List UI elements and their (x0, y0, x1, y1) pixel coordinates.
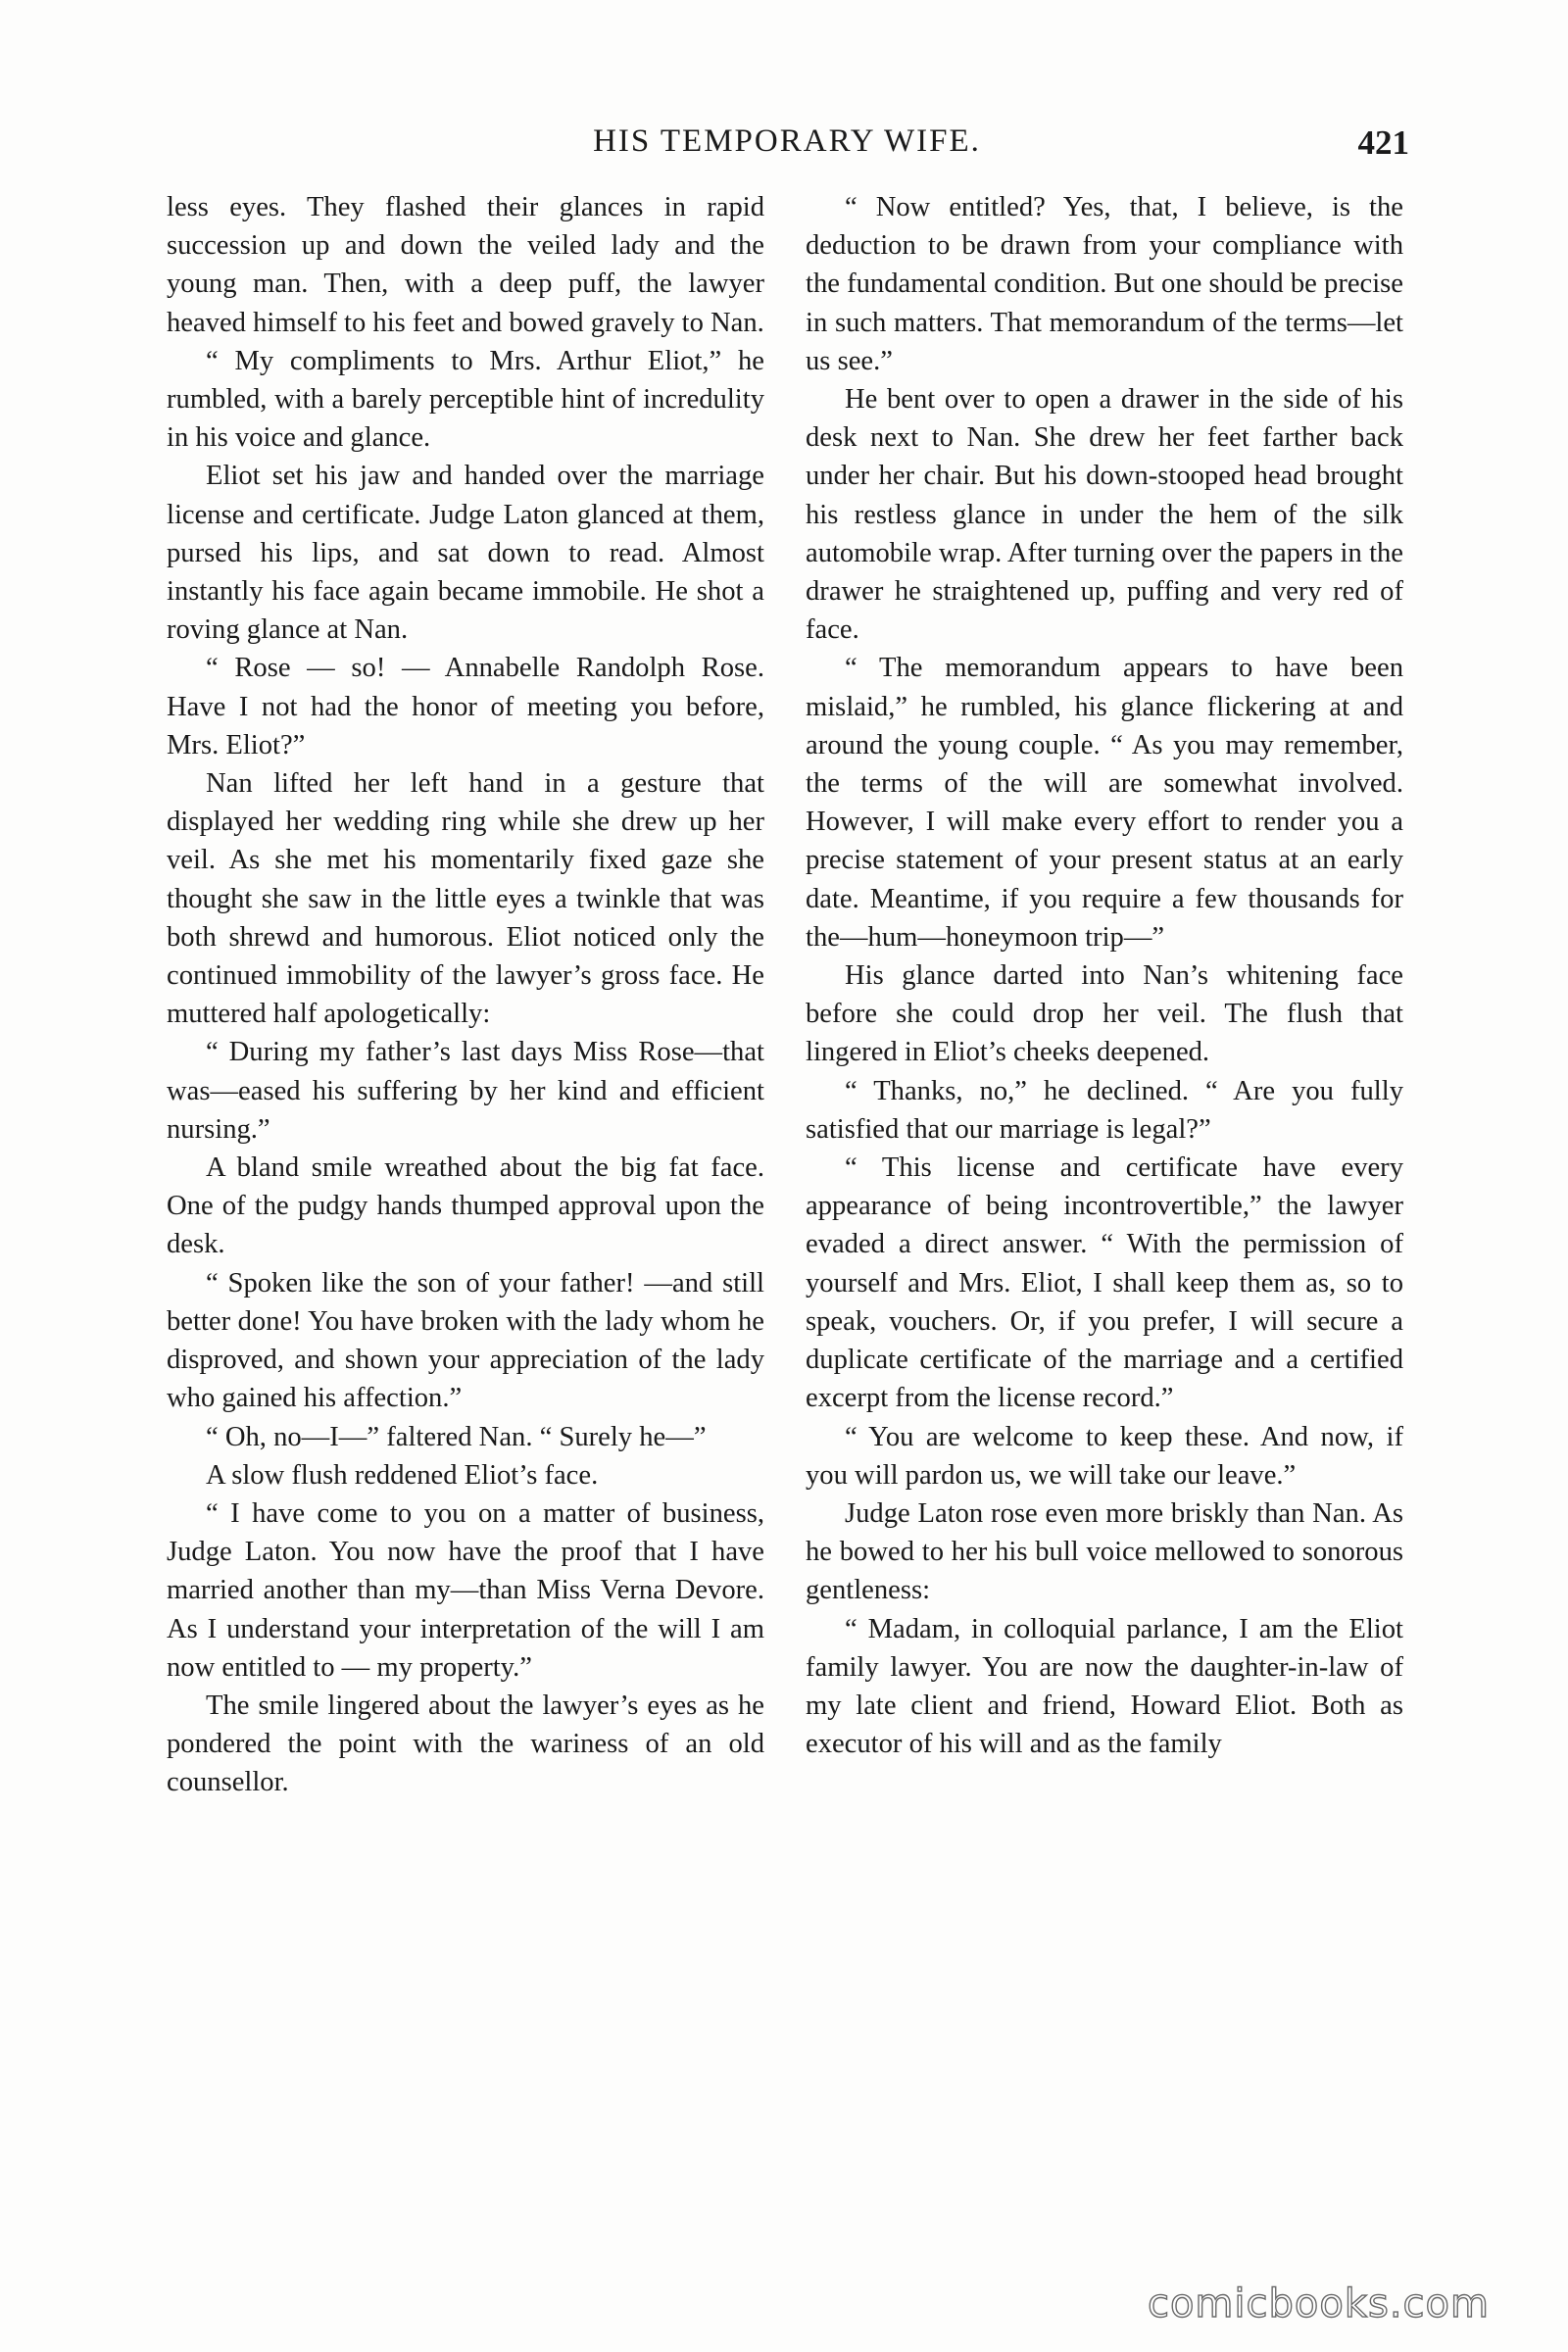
paragraph: Nan lifted her left hand in a gesture that displayed her wedding ring while she drew up her veil. As she met his momentarily fixed gaze she thought she saw in the little eyes a twinkle that was both shrewd and humorous. Eliot noticed only the continued immobility of the lawyer’s gross face. He muttered half apologetically: (167, 768, 764, 1030)
running-title: HIS TEMPORARY WIFE. (593, 123, 981, 159)
paragraph: “ Now entitled? Yes, that, I believe, is the deduction to be drawn from your compliance with the fundamental condition. But one should be precise in such matters. That memorandum of the terms—let us see.” (806, 192, 1403, 376)
paragraph: “ I have come to you on a matter of business, Judge Laton. You now have the proof that I have married another than my—than Miss Verna Devore. As I understand your interpretation of the will I am now entitled to — my property.” (167, 1497, 764, 1683)
running-head (165, 120, 1409, 167)
paragraph: The smile lingered about the lawyer’s eyes as he pondered the point with the wariness of an old counsellor. (167, 1690, 764, 1798)
paragraph: “ This license and certificate have every appearance of being incontrovertible,” the lawyer evaded a direct answer. “ With the permission of yourself and Mrs. Eliot, I shall keep them as, so to speak, vouchers. Or, if you prefer, I will secure a duplicate certificate of the marriage and a certified excerpt from the license record.” (806, 1152, 1403, 1414)
paragraph: less eyes. They flashed their glances in rapid succession up and down the veiled lady and the young man. Then, with a deep puff, the lawyer heaved himself to his feet and bowed gravely to Nan. (167, 192, 764, 338)
paragraph: “ Oh, no—I—” faltered Nan. “ Surely he—” (206, 1421, 707, 1452)
paragraph: “ Madam, in colloquial parlance, I am the Eliot family lawyer. You are now the daughter-in-law of my late client and friend, Howard Eliot. Both as executor of his will and as the family (806, 1613, 1403, 1760)
paragraph: A bland smile wreathed about the big fat face. One of the pudgy hands thumped approval upon the desk. (167, 1152, 764, 1260)
site-watermark: comicbooks.com (1147, 2281, 1490, 2327)
paragraph: Eliot set his jaw and handed over the marriage license and certificate. Judge Laton glanced at them, pursed his lips, and sat down to read. Almost instantly his face again became immobile. He shot a roving glance at Nan. (167, 461, 764, 646)
paragraph: “ During my father’s last days Miss Rose—that was—eased his suffering by her kind and efficient nursing.” (167, 1037, 764, 1145)
paragraph: He bent over to open a drawer in the side of his desk next to Nan. She drew her feet farther back under her chair. But his down-stooped head brought his restless glance in under the hem of the silk automobile wrap. After turning over the papers in the drawer he straightened up, puffing and very red of face. (806, 384, 1403, 646)
left-column (167, 188, 764, 2168)
paragraph: “ You are welcome to keep these. And now, if you will pardon us, we will take our leave.” (806, 1421, 1403, 1491)
paragraph: “ Spoken like the son of your father! —and still better done! You have broken with the lady whom he disproved, and shown your appreciation of the lady who gained his affection.” (167, 1267, 764, 1414)
paragraph: “ Thanks, no,” he declined. “ Are you fully satisfied that our marriage is legal?” (806, 1075, 1403, 1145)
paragraph: A slow flush reddened Eliot’s face. (206, 1459, 599, 1491)
paragraph: “ My compliments to Mrs. Arthur Eliot,” he rumbled, with a barely perceptible hint of incredulity in his voice and glance. (167, 345, 764, 454)
paragraph: “ The memorandum appears to have been mislaid,” he rumbled, his glance flickering at and around the young couple. “ As you may remember, the terms of the will are somewhat involved. However, I will make every effort to render you a precise statement of your present status at an early date. Meantime, if you require a few thousands for the—hum—honeymoon trip—” (806, 653, 1403, 953)
paragraph: Judge Laton rose even more briskly than Nan. As he bowed to her his bull voice mellowed to sonorous gentleness: (806, 1497, 1403, 1606)
paragraph: “ Rose — so! — Annabelle Randolph Rose. Have I not had the honor of meeting you before, Mrs. Eliot?” (167, 653, 764, 760)
page-number: 421 (1357, 123, 1409, 162)
right-column (806, 188, 1403, 2168)
paragraph: His glance darted into Nan’s whitening face before she could drop her veil. The flush that lingered in Eliot’s cheeks deepened. (806, 960, 1403, 1068)
